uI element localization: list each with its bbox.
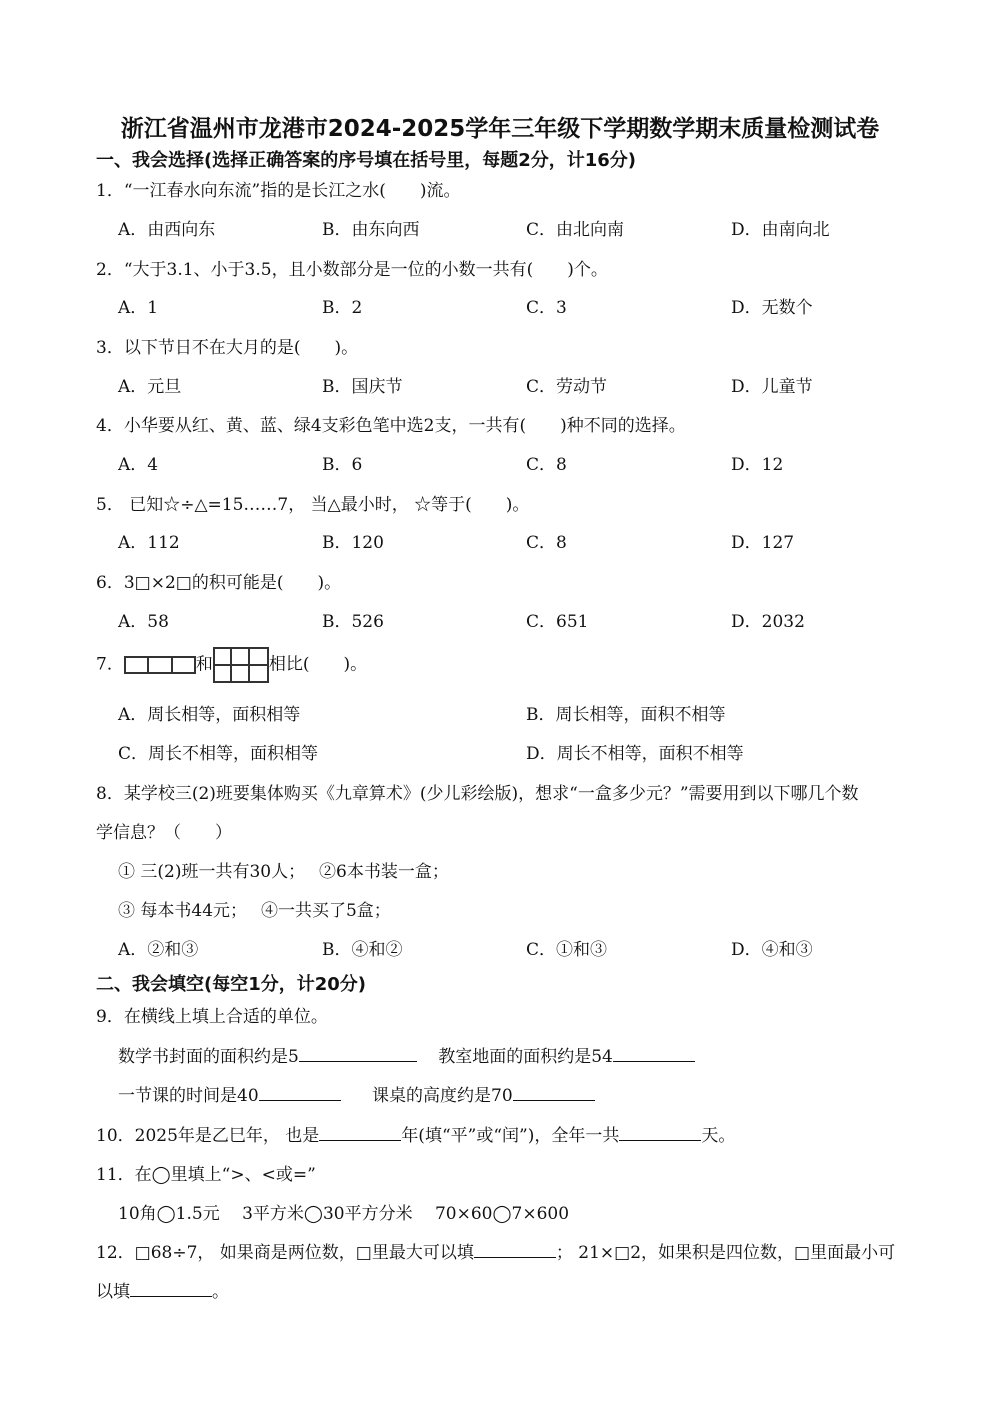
- q4-option-b: B．6: [322, 455, 363, 475]
- section-2-heading: 二、我会填空(每空1分，计20分): [96, 974, 367, 995]
- rectangle-figure-2: [213, 647, 269, 683]
- q8-info-line-1: ① 三(2)班一共有30人； ②6本书装一盒；: [118, 862, 449, 882]
- question-6: 6．3□×2□的积可能是( )。: [96, 573, 342, 593]
- q12-part-d: 。: [212, 1282, 229, 1302]
- q1-option-a: A．由西向东: [118, 220, 216, 240]
- q8-option-b: B．④和②: [322, 940, 403, 960]
- q1-option-d: D．由南向北: [731, 220, 830, 240]
- q6-option-b: B．526: [322, 612, 384, 632]
- q3-option-a: A．元旦: [118, 377, 182, 397]
- q6-option-c: C．651: [526, 612, 589, 632]
- q11-comparisons: 10角◯1.5元 3平方米◯30平方分米 70×60◯7×600: [118, 1204, 570, 1224]
- q9-blank-4[interactable]: [513, 1084, 595, 1101]
- q7-tail: 相比( )。: [268, 654, 368, 675]
- q12-part-c: 以填: [96, 1282, 130, 1302]
- q9-classroom-area-text: 教室地面的面积约是54: [438, 1047, 613, 1067]
- question-12-line-1: [96, 1238, 895, 1263]
- q7-option-c: C．周长不相等，面积相等: [118, 744, 319, 764]
- q7-and: 和: [195, 654, 213, 675]
- q7-option-b: B．周长相等，面积不相等: [526, 705, 726, 725]
- q4-option-a: A．4: [118, 455, 159, 475]
- question-8-line-1: 8．某学校三(2)班要集体购买《九章算术》(少儿彩绘版)，想求“一盒多少元？”需要用到以下哪几个数: [96, 784, 859, 804]
- q12-blank-2[interactable]: [130, 1280, 212, 1297]
- q9-lesson-time-text: 一节课的时间是40: [118, 1086, 259, 1106]
- q5-option-a: A．112: [118, 533, 180, 553]
- q8-info-line-2: ③ 每本书44元； ④一共买了5盒；: [118, 901, 391, 921]
- question-1: 1．“一江春水向东流”指的是长江之水( )流。: [96, 181, 461, 201]
- q9-blank-1[interactable]: [299, 1045, 417, 1062]
- q7-number: 7．: [96, 654, 124, 675]
- q2-option-d: D．无数个: [731, 298, 813, 318]
- question-5: 5． 已知☆÷△=15……7， 当△最小时， ☆等于( )。: [96, 495, 530, 515]
- q9-desk-height-text: 课桌的高度约是70: [372, 1086, 513, 1106]
- question-8-line-2: 学信息？（ ）: [96, 823, 232, 843]
- question-11: 11．在◯里填上“>、<或=”: [96, 1165, 316, 1185]
- page-title: 浙江省温州市龙港市2024-2025学年三年级下学期数学期末质量检测试卷: [120, 116, 880, 142]
- q1-option-b: B．由东向西: [322, 220, 420, 240]
- q9-book-area-text: 数学书封面的面积约是5: [118, 1047, 299, 1067]
- q4-option-d: D．12: [731, 455, 784, 475]
- q10-part-a: 10．2025年是乙巳年， 也是: [96, 1126, 320, 1146]
- q3-option-b: B．国庆节: [322, 377, 403, 397]
- q6-option-a: A．58: [118, 612, 169, 632]
- q5-option-b: B．120: [322, 533, 384, 553]
- question-2: 2．“大于3.1、小于3.5，且小数部分是一位的小数一共有( )个。: [96, 260, 608, 280]
- q3-option-d: D．儿童节: [731, 377, 813, 397]
- q12-part-b: ； 21×□2，如果积是四位数，□里面最小可: [555, 1243, 896, 1263]
- q3-option-c: C．劳动节: [526, 377, 608, 397]
- q9-blank-3[interactable]: [259, 1084, 341, 1101]
- q8-option-a: A．②和③: [118, 940, 199, 960]
- q10-blank-2[interactable]: [619, 1124, 701, 1141]
- q5-option-c: C．8: [526, 533, 567, 553]
- question-12-line-2: [96, 1277, 229, 1302]
- q9-line-2: [118, 1081, 595, 1106]
- q5-option-d: D．127: [731, 533, 795, 553]
- q12-part-a: 12．□68÷7， 如果商是两位数，□里最大可以填: [96, 1243, 474, 1263]
- q2-option-c: C．3: [526, 298, 567, 318]
- q8-option-d: D．④和③: [731, 940, 813, 960]
- q1-option-c: C．由北向南: [526, 220, 625, 240]
- q9-blank-2[interactable]: [613, 1045, 695, 1062]
- question-7: [96, 647, 367, 683]
- q7-option-a: A．周长相等，面积相等: [118, 705, 301, 725]
- q7-option-d: D．周长不相等，面积不相等: [526, 744, 744, 764]
- question-9: 9．在横线上填上合适的单位。: [96, 1007, 328, 1027]
- question-4: 4．小华要从红、黄、蓝、绿4支彩色笔中选2支，一共有( )种不同的选择。: [96, 416, 686, 436]
- q2-option-b: B．2: [322, 298, 363, 318]
- q10-part-b: 年(填“平”或“闰”)，全年一共: [401, 1126, 620, 1146]
- section-1-heading: 一、我会选择(选择正确答案的序号填在括号里，每题2分，计16分): [96, 150, 637, 171]
- q8-option-c: C．①和③: [526, 940, 608, 960]
- q9-line-1: [118, 1042, 695, 1067]
- q10-part-c: 天。: [701, 1126, 736, 1146]
- q12-blank-1[interactable]: [474, 1241, 556, 1258]
- q10-blank-1[interactable]: [319, 1124, 401, 1141]
- q6-option-d: D．2032: [731, 612, 805, 632]
- question-10: [96, 1121, 735, 1146]
- q2-option-a: A．1: [118, 298, 159, 318]
- question-3: 3．以下节日不在大月的是( )。: [96, 338, 359, 358]
- rectangle-figure-1: [124, 655, 196, 675]
- q4-option-c: C．8: [526, 455, 567, 475]
